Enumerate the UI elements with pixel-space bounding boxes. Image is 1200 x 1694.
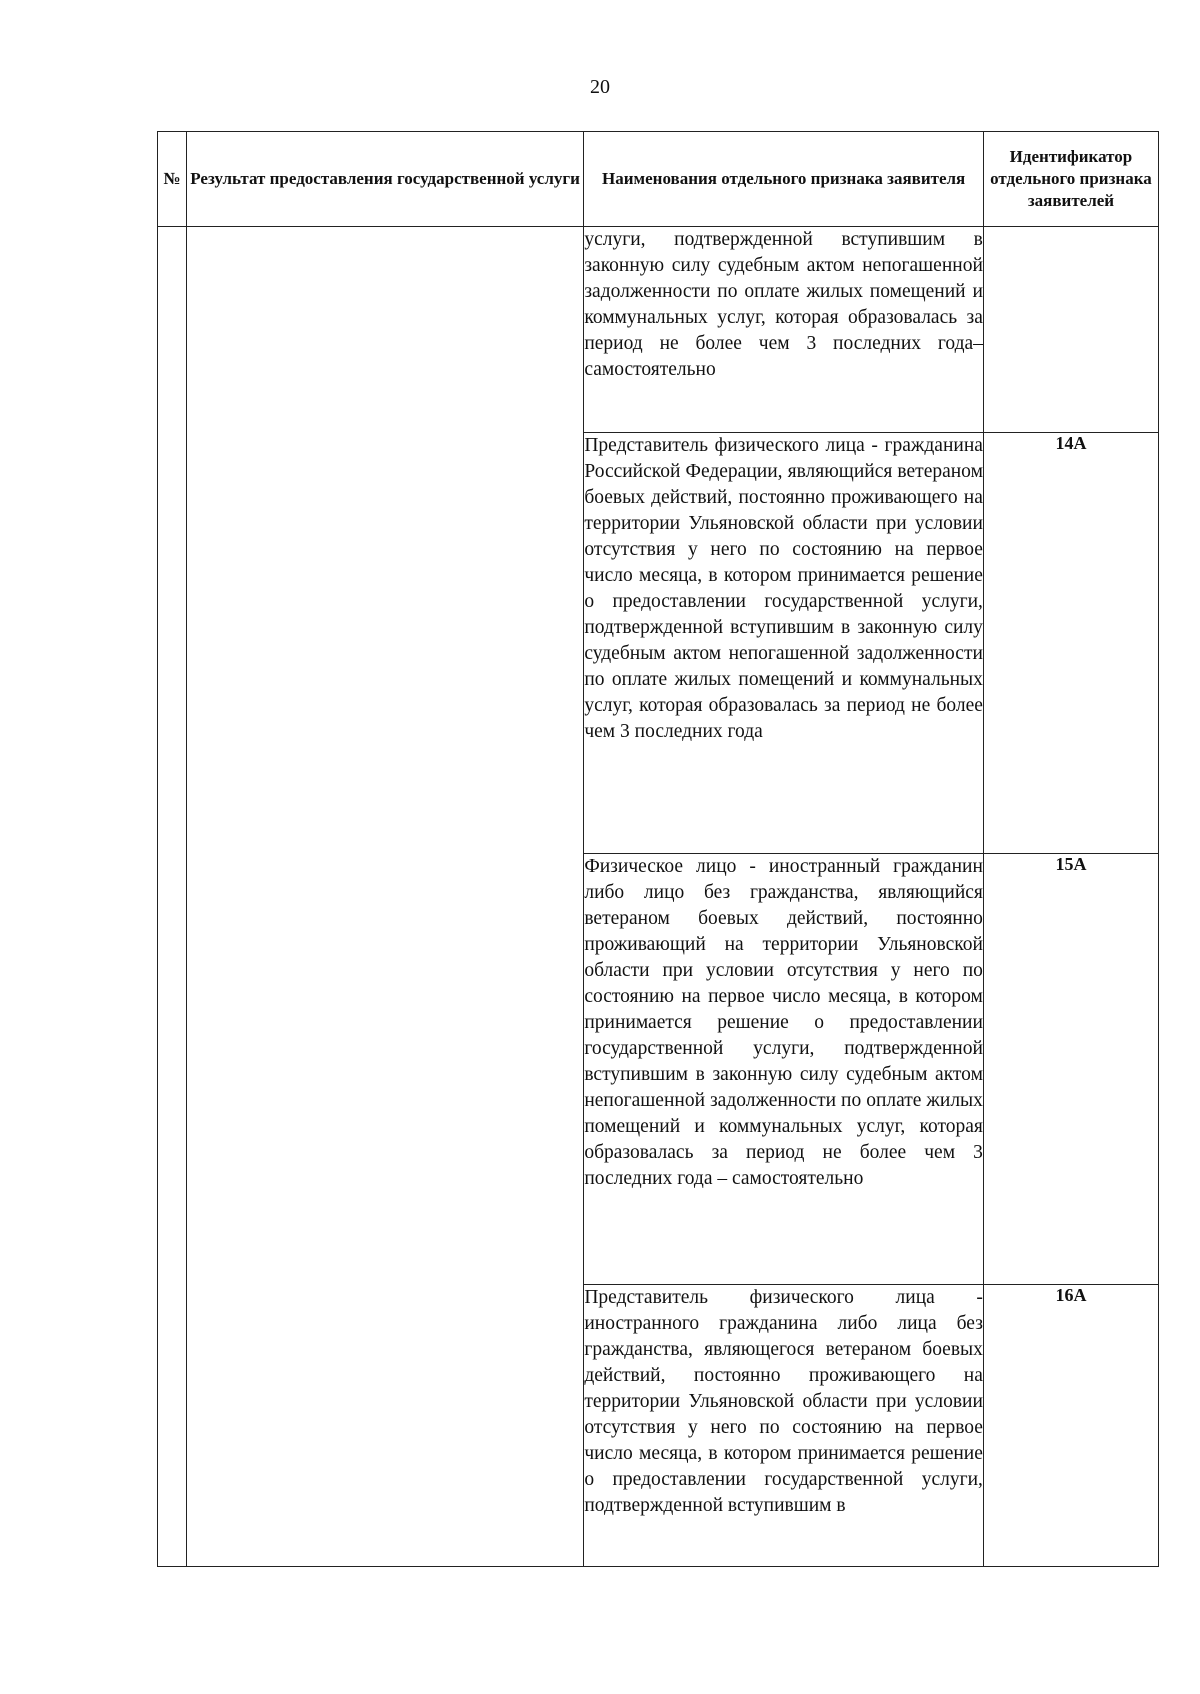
- table-header-row: [158, 132, 1159, 227]
- identifier-cell: 15А: [983, 854, 1158, 1285]
- feature-name-cell: [584, 227, 984, 433]
- identifier-cell: [983, 227, 1158, 433]
- feature-name-text: услуги, подтвержденной вступившим в законную силу судебным актом непогашенной задолженности по оплате жилых помещений и коммунальных услуг, которая образовалась за период не более чем 3 последних года– самостоятельно: [584, 229, 983, 380]
- number-cell: [158, 227, 187, 1567]
- applicant-features-table: [157, 131, 1159, 1567]
- identifier-cell: 14А: [983, 433, 1158, 854]
- feature-name-text: Физическое лицо - иностранный гражданин либо лицо без гражданства, являющийся ветераном боевых действий, постоянно проживающий на территории Ульяновской области при условии отсутствия у него по состоянию на первое число месяца, в котором принимается решение о предоставлении государственной услуги, подтвержденной вступившим в законную силу судебным актом непогашенной задолженности по оплате жилых помещений и коммунальных услуг, которая образовалась за период не более чем 3 последних года – самостоятельно: [584, 856, 983, 1189]
- feature-name-text: Представитель физического лица - гражданина Российской Федерации, являющийся ветераном боевых действий, постоянно проживающего на территории Ульяновской области при условии отсутствия у него по состоянию на первое число месяца, в котором принимается решение о предоставлении государственной услуги, подтвержденной вступившим в законную силу судебным актом непогашенной задолженности по оплате жилых помещений и коммунальных услуг, которая образовалась за период не более чем 3 последних года: [584, 435, 983, 742]
- feature-name-text: Представитель физического лица - иностранного гражданина либо лица без гражданства, являющегося ветераном боевых действий, постоянно проживающего на территории Ульяновской области при условии отсутствия у него по состоянию на первое число месяца, в котором принимается решение о предоставлении государственной услуги, подтвержденной вступившим в: [584, 1287, 983, 1516]
- feature-name-cell: [584, 1285, 984, 1567]
- table-row: [158, 227, 1159, 433]
- header-identifier: Идентификатор отдельного признака заявителей: [983, 132, 1158, 227]
- feature-name-cell: [584, 854, 984, 1285]
- result-cell: [186, 227, 584, 1567]
- header-result: Результат предоставления государственной услуги: [186, 132, 584, 227]
- page-number: 20: [590, 76, 610, 98]
- feature-name-cell: [584, 433, 984, 854]
- header-number: №: [158, 132, 187, 227]
- header-feature-name: Наименования отдельного признака заявителя: [584, 132, 984, 227]
- identifier-cell: 16А: [983, 1285, 1158, 1567]
